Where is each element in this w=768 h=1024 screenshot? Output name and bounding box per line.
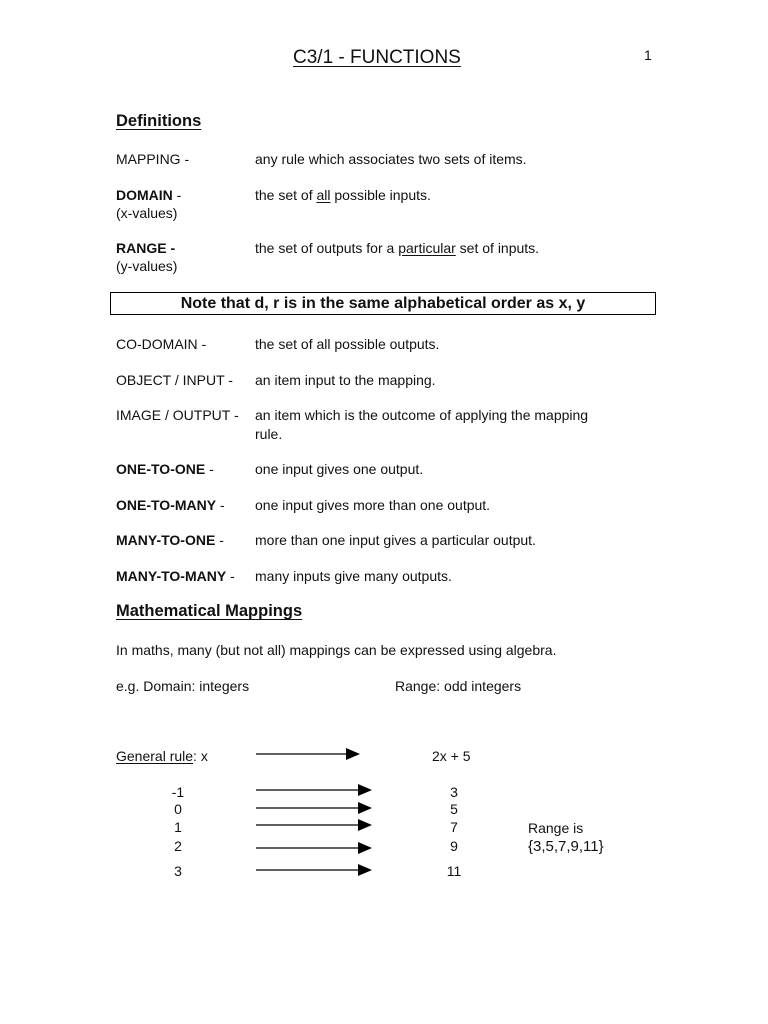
term-range: RANGE -: [116, 240, 176, 256]
desc-one-to-one: one input gives one output.: [255, 461, 424, 477]
output-value: 11: [446, 863, 462, 879]
arrow-row-1-icon: [256, 784, 372, 796]
general-rule-label: General rule: [116, 748, 194, 764]
term-many-to-one-dash: -: [215, 532, 224, 548]
term-domain-sub: (x-values): [116, 205, 178, 221]
desc-range-underlined: particular: [398, 240, 456, 256]
desc-range-post: set of inputs.: [455, 240, 540, 256]
page-number: 1: [644, 47, 652, 63]
desc-mapping: any rule which associates two sets of items.: [255, 151, 527, 167]
term-range-sub: (y-values): [116, 258, 178, 274]
desc-domain-underlined: all: [316, 187, 331, 203]
term-one-to-one-dash: -: [205, 461, 214, 477]
term-codomain: CO-DOMAIN -: [116, 336, 207, 352]
term-one-to-many-label: ONE-TO-MANY: [116, 497, 217, 513]
mathematical-heading: Mathematical Mappings: [116, 602, 303, 620]
input-value: 3: [174, 863, 182, 879]
arrow-row-2-icon: [256, 802, 372, 814]
output-value: 7: [450, 819, 458, 835]
term-object: OBJECT / INPUT -: [116, 372, 233, 388]
term-many-to-one-label: MANY-TO-ONE: [116, 532, 216, 548]
input-value: 0: [174, 801, 182, 817]
term-one-to-one-label: ONE-TO-ONE: [116, 461, 206, 477]
term-mapping: MAPPING -: [116, 151, 190, 167]
desc-codomain: the set of all possible outputs.: [255, 336, 440, 352]
input-value: 1: [174, 819, 182, 835]
general-rule-output: 2x + 5: [432, 748, 471, 764]
desc-object: an item input to the mapping.: [255, 372, 436, 388]
desc-domain-pre: the set of: [255, 187, 317, 203]
input-value: 2: [174, 838, 182, 854]
arrow-general-rule-icon: [256, 748, 360, 760]
desc-many-to-one: more than one input gives a particular output.: [255, 532, 536, 548]
term-many-to-many-label: MANY-TO-MANY: [116, 568, 227, 584]
desc-one-to-many: one input gives more than one output.: [255, 497, 491, 513]
range-set: {3,5,7,9,11}: [528, 838, 604, 855]
arrow-row-4-icon: [256, 842, 372, 854]
term-image: IMAGE / OUTPUT -: [116, 407, 239, 423]
term-many-to-many-dash: -: [226, 568, 235, 584]
page-title: C3/1 - FUNCTIONS: [293, 47, 461, 68]
output-value: 9: [450, 838, 458, 854]
term-domain-dash: -: [172, 187, 182, 203]
desc-image-line1: an item which is the outcome of applying the mapping: [255, 407, 589, 423]
arrow-row-5-icon: [256, 864, 372, 876]
desc-range-pre: the set of outputs for a: [255, 240, 399, 256]
general-rule-variable: : x: [193, 748, 208, 764]
definitions-heading: Definitions: [116, 112, 202, 130]
arrow-row-3-icon: [256, 819, 372, 831]
output-value: 3: [450, 784, 458, 800]
term-one-to-many-dash: -: [216, 497, 225, 513]
example-range: Range: odd integers: [395, 678, 522, 694]
desc-domain-post: possible inputs.: [330, 187, 431, 203]
example-domain: e.g. Domain: integers: [116, 678, 250, 694]
output-value: 5: [450, 801, 458, 817]
input-value: -1: [171, 784, 185, 800]
mathematical-intro: In maths, many (but not all) mappings can be expressed using algebra.: [116, 642, 557, 658]
range-is-label: Range is: [528, 820, 584, 836]
desc-image-line2: rule.: [255, 426, 283, 442]
desc-many-to-many: many inputs give many outputs.: [255, 568, 452, 584]
note-box: Note that d, r is in the same alphabetical order as x, y: [110, 292, 656, 315]
term-domain-label: DOMAIN: [116, 187, 173, 203]
